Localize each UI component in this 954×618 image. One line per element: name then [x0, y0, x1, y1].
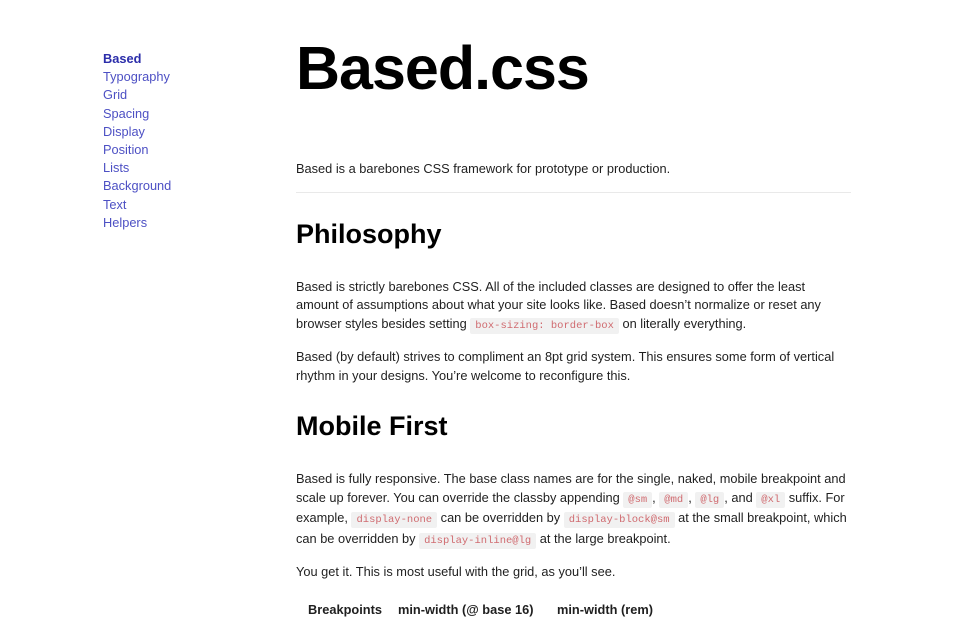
section-heading: Mobile First: [296, 411, 448, 441]
inline-code: @xl: [756, 492, 785, 508]
page-title: Based.css: [296, 34, 589, 102]
table-header-minwidth-16: min-width (@ base 16): [398, 601, 534, 617]
sidebar-item-typography[interactable]: Typography: [103, 69, 170, 85]
paragraph: Based is strictly barebones CSS. All of the included classes are designed to offer the least amount of assumptions about what your site looks like. Based doesn’t normalize or reset any browser styles besides setting box-sizing: border-box on literally everything.: [296, 278, 821, 332]
inline-code: display-none: [351, 512, 437, 528]
sidebar-item-spacing[interactable]: Spacing: [103, 105, 150, 121]
table-header-minwidth-rem: min-width (rem): [557, 601, 653, 617]
sidebar-item-display[interactable]: Display: [103, 123, 145, 139]
divider: [296, 192, 851, 193]
breakpoints-table-header: [296, 600, 851, 618]
main-content: [296, 0, 851, 618]
inline-code: @sm: [623, 492, 652, 508]
inline-code: @md: [659, 492, 688, 508]
inline-code: display-inline@lg: [419, 533, 536, 549]
sidebar-item-helpers[interactable]: Helpers: [103, 214, 148, 230]
paragraph: Based is fully responsive. The base class names are for the single, naked, mobile breakpoint and scale up forever. You can override the classby appending @sm , @md , @lg , and @xl suffix. For example, display-none can be overridden by display-block@sm at the small breakpoint, which can be overridden by display-inline@lg at the large breakpoint.: [296, 471, 847, 547]
sidebar-item-background[interactable]: Background: [103, 178, 172, 194]
sidebar-item-grid[interactable]: Grid: [103, 87, 128, 103]
inline-code: display-block@sm: [564, 512, 675, 528]
section-heading: Philosophy: [296, 218, 442, 249]
sidebar-item-text[interactable]: Text: [103, 196, 127, 212]
table-header-breakpoints: Breakpoints: [308, 601, 382, 617]
intro-text: Based is a barebones CSS framework for prototype or production.: [296, 161, 671, 176]
sidebar: [103, 0, 296, 618]
inline-code: @lg: [695, 492, 724, 508]
section-philosophy: [296, 218, 851, 386]
paragraph: You get it. This is most useful with the grid, as you’ll see.: [296, 564, 616, 579]
sidebar-item-position[interactable]: Position: [103, 142, 149, 158]
sidebar-item-lists[interactable]: Lists: [103, 160, 130, 176]
sidebar-item-based[interactable]: Based: [103, 51, 142, 66]
section-mobile-first: [296, 410, 851, 582]
paragraph: Based (by default) strives to compliment an 8pt grid system. This ensures some form of vertical rhythm in your designs. You’re welcome to reconfigure this.: [296, 349, 835, 383]
inline-code: box-sizing: border-box: [470, 318, 619, 334]
